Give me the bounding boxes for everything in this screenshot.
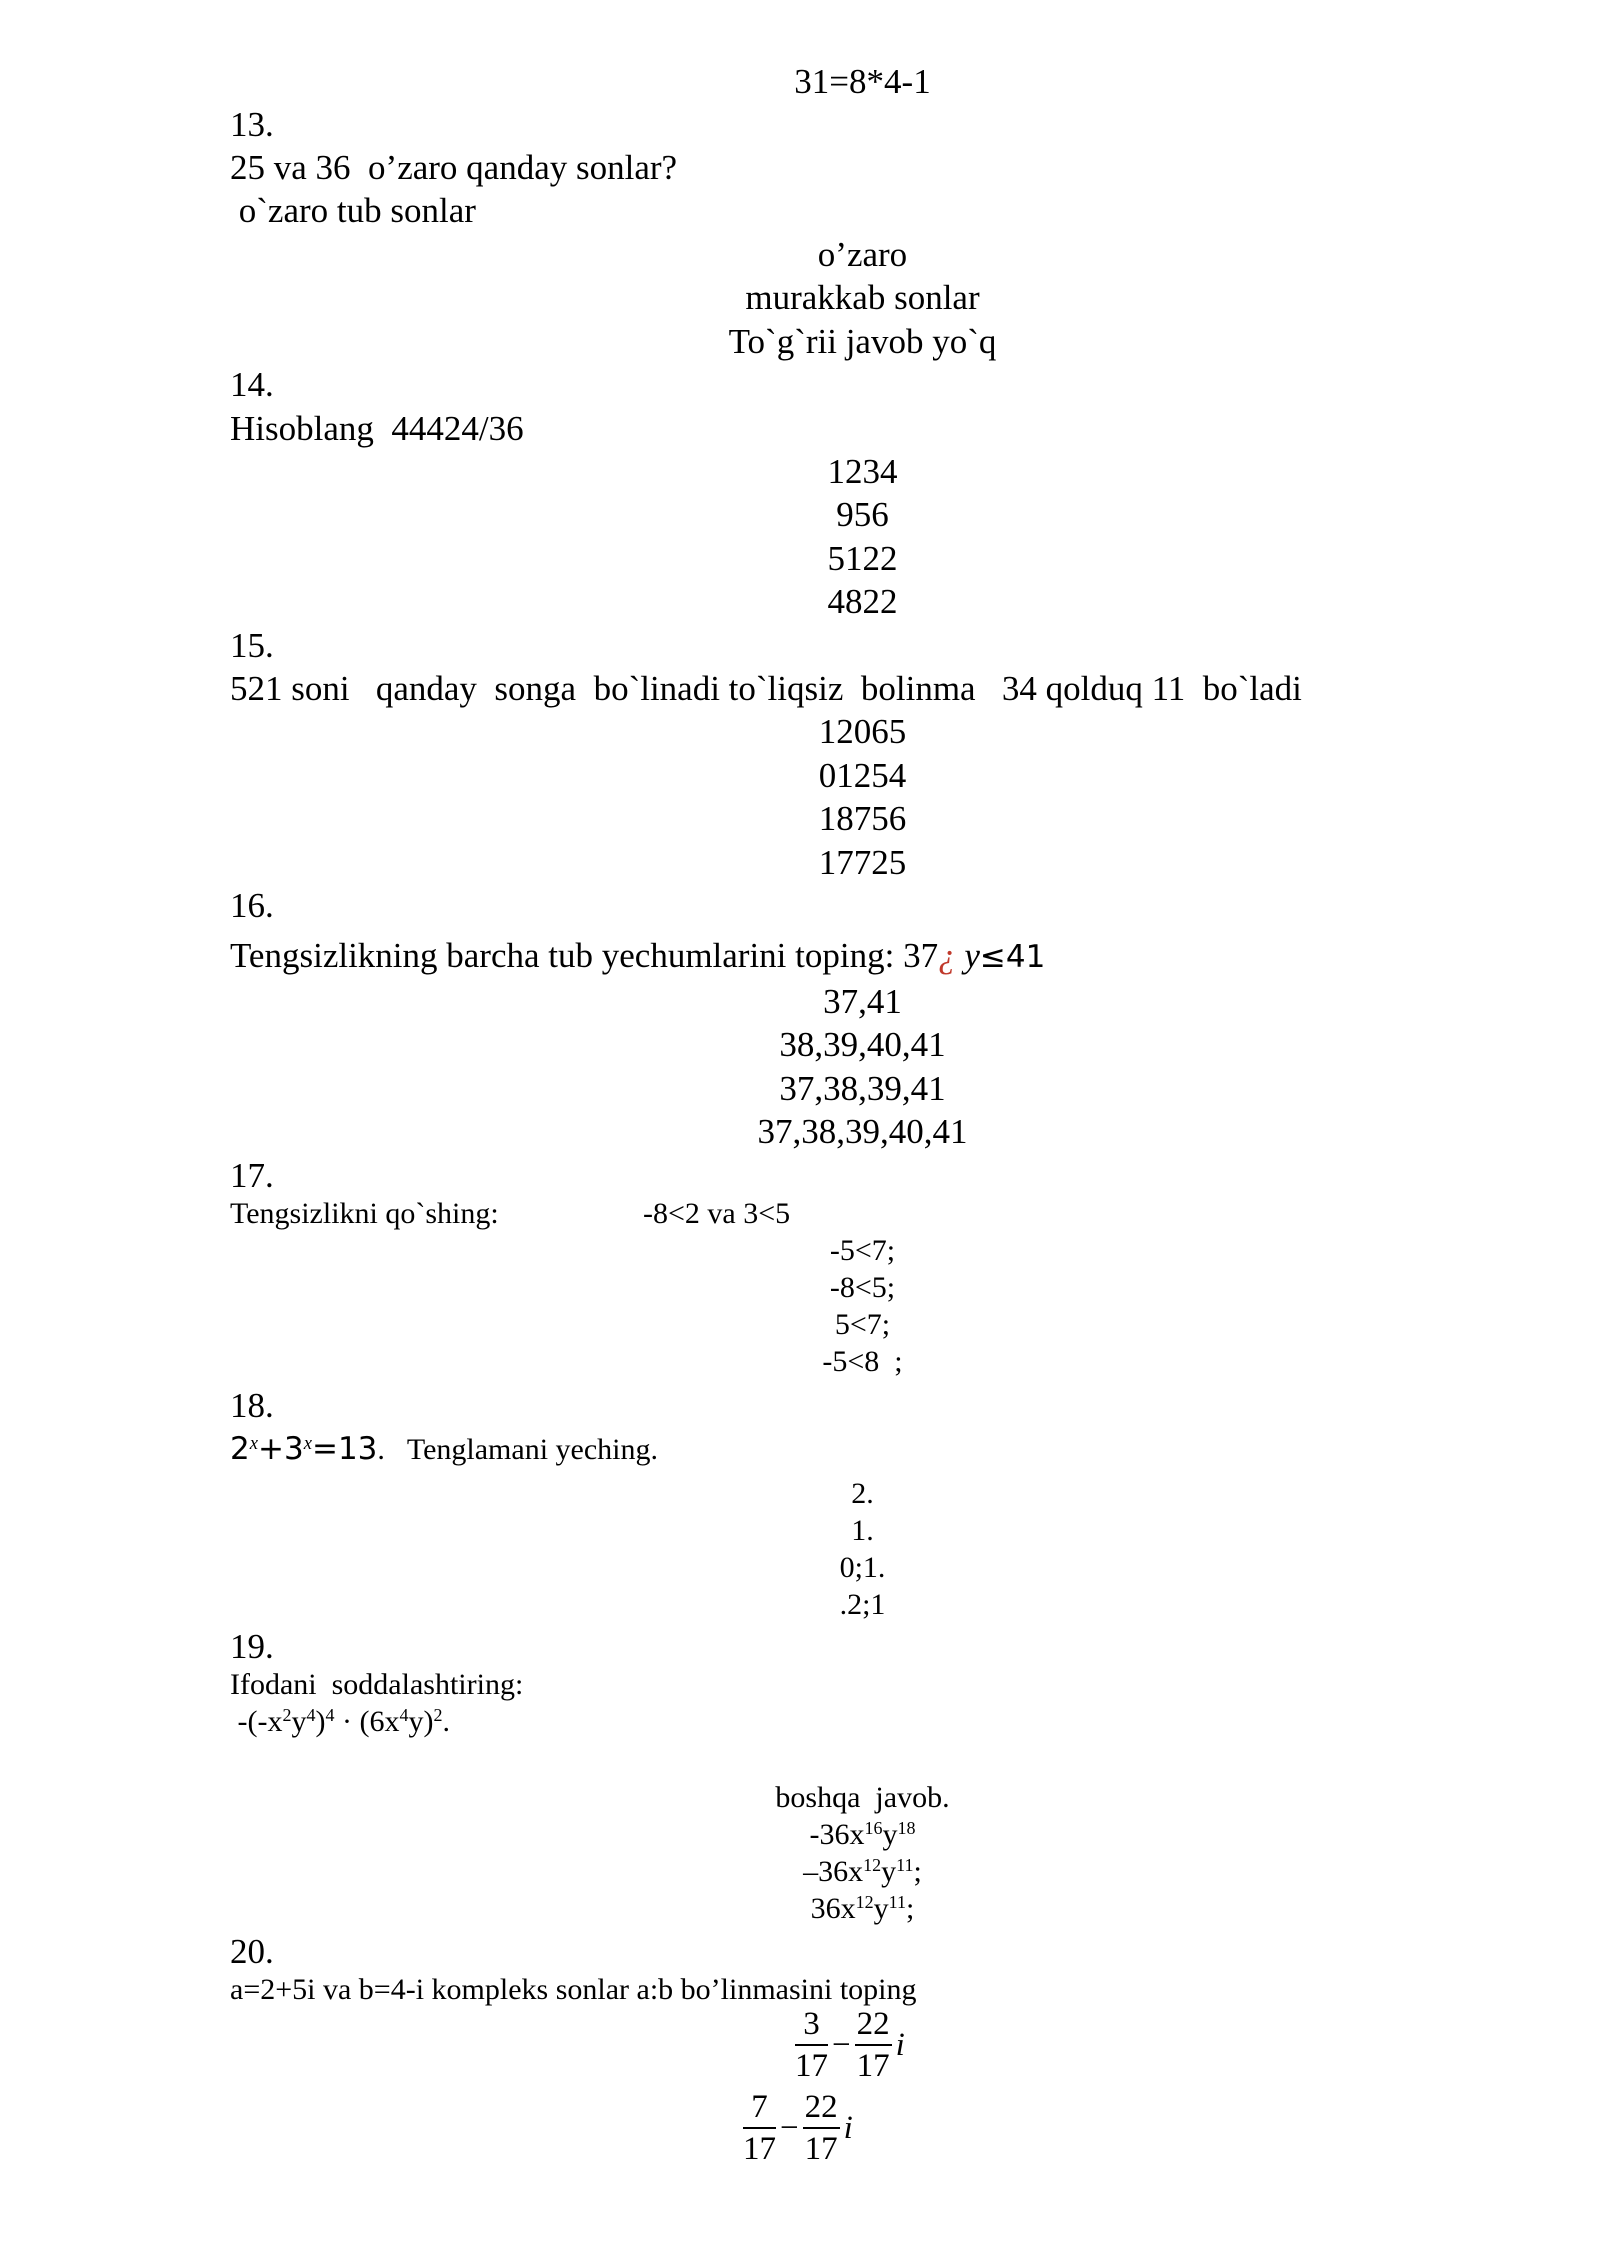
broken-glyph: ¿ — [938, 936, 956, 975]
answer-option: 0;1. — [839, 1551, 886, 1584]
fraction: $\frac{22}{17}$ — [856, 2006, 890, 2084]
answer-option: 1. — [851, 1514, 874, 1547]
question-text: Tengsizlikni qo`shing: — [230, 1197, 499, 1230]
question-text — [230, 938, 1045, 973]
question-text: . Tenglamani yeching. — [377, 1433, 658, 1466]
answer-option-fraction: $\frac{3}{17}$ − $\frac{22}{17}$ i — [795, 2006, 905, 2084]
question-text: 521 soni qanday songa bo`linadi to`liqsiz bolinma 34 qolduq 11 bo`ladi — [230, 669, 1302, 708]
question-expression: $-(-x^2y^4)^4 \cdot (6x^4y)^2$. — [230, 1705, 450, 1738]
question-number: 18. — [230, 1386, 274, 1425]
question-text-main: Tengsizlikning barcha tub yechumlarini toping: 37 — [230, 936, 939, 975]
math-relation: ≤41 — [979, 939, 1046, 975]
answer-option: 37,38,39,40,41 — [757, 1112, 968, 1151]
text-line: 31=8*4-1 — [794, 62, 931, 101]
question-number: 19. — [230, 1627, 274, 1666]
question-number: 17. — [230, 1156, 274, 1195]
fraction: $\frac{7}{17}$ — [743, 2089, 776, 2167]
question-number: 15. — [230, 626, 274, 665]
answer-option: 37,41 — [823, 982, 902, 1021]
answer-option: 37,38,39,41 — [779, 1069, 946, 1108]
math-variable: y — [955, 936, 980, 975]
question-text: Hisoblang 44424/36 — [230, 409, 524, 448]
question-equation: $2^x+3^x=13$. Tenglamani yeching. — [230, 1431, 658, 1467]
question-number: 16. — [230, 886, 274, 925]
answer-option-fraction: $\frac{7}{17}$ − $\frac{22}{17}$ i — [743, 2089, 853, 2167]
question-number: 13. — [230, 105, 274, 144]
answer-option: 1234 — [827, 452, 898, 491]
answer-option: o’zaro — [817, 235, 908, 274]
answer-option: 2. — [851, 1477, 874, 1510]
fraction: $\frac{22}{17}$ — [804, 2089, 838, 2167]
answer-option: 01254 — [818, 756, 907, 795]
answer-option: To`g`rii javob yo`q — [728, 322, 997, 361]
answer-option: 5<7; — [834, 1308, 891, 1341]
answer-option: 12065 — [818, 712, 907, 751]
answer-option: $-36x^{16}y^{18}$ — [809, 1818, 916, 1851]
answer-option: -5<7; — [829, 1234, 896, 1267]
question-text: a=2+5i va b=4-i kompleks sonlar a:b bo’linmasini toping — [230, 1973, 917, 2006]
answer-option: $36x^{12}y^{11}$; — [810, 1892, 915, 1925]
answer-option: o`zaro tub sonlar — [230, 191, 476, 230]
answer-option: murakkab sonlar — [745, 278, 980, 317]
answer-option: boshqa javob. — [775, 1781, 950, 1814]
question-number: 14. — [230, 365, 274, 404]
fraction: $\frac{3}{17}$ — [795, 2006, 828, 2084]
answer-option: 956 — [836, 495, 889, 534]
answer-option: 5122 — [827, 539, 898, 578]
question-number: 20. — [230, 1932, 274, 1971]
question-text: 25 va 36 o’zaro qanday sonlar? — [230, 148, 678, 187]
answer-option: 4822 — [827, 582, 898, 621]
answer-option: -8<5; — [829, 1271, 896, 1304]
answer-option: -5<8 ; — [822, 1345, 903, 1378]
answer-option: $-36x^{12}y^{11}$; — [803, 1855, 922, 1888]
question-expression: -8<2 va 3<5 — [643, 1197, 791, 1230]
question-text: Ifodani soddalashtiring: — [230, 1668, 524, 1701]
answer-option: .2;1 — [839, 1588, 886, 1621]
answer-option: 18756 — [818, 799, 907, 838]
answer-option: 38,39,40,41 — [779, 1025, 946, 1064]
answer-option: 17725 — [818, 843, 907, 882]
